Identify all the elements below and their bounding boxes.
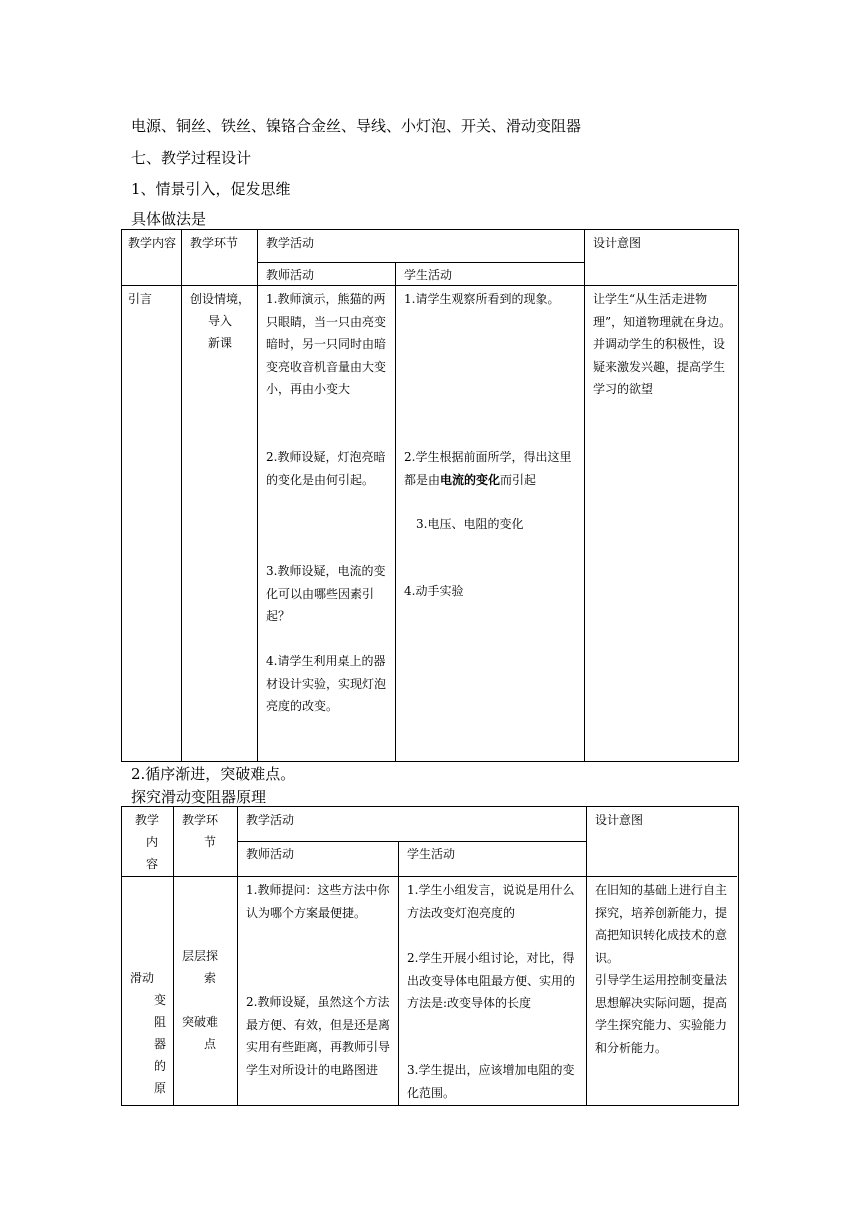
student-activity-3: 3.电压、电阻的变化: [416, 517, 524, 531]
student-activity-4: 4.动手实验: [404, 584, 464, 598]
student-activity-1: 1.请学生观察所看到的现象。: [404, 292, 560, 306]
teacher-activity-4: 4.请学生利用桌上的器材设计实验，实现灯泡亮度的改变。: [266, 654, 387, 713]
lesson-table-1: [121, 229, 739, 762]
t2-student-activity-2: 2.学生开展小组讨论，对比，得出改变导体电阻最方便、实用的方法是:改变导体的长度: [407, 951, 576, 1010]
header-teacher: 教师活动: [266, 268, 315, 282]
teacher-activity-2: 2.教师设疑，灯泡亮暗的变化是由何引起。: [266, 450, 386, 487]
t2-row-content: 滑动 变 阻 器 的 原: [130, 971, 167, 1095]
t2-header-activity: 教学活动: [246, 813, 295, 827]
t2-header-stage: 教学环 节: [182, 813, 219, 849]
student-activity-2: 2.学生根据前面所学，得出这里都是由电流的变化而引起: [404, 450, 572, 487]
step-heading: 1、情景引入，促发思维: [131, 180, 291, 198]
header-content: 教学内容: [128, 236, 177, 250]
t2-teacher-activity-2: 2.教师设疑，虽然这个方法最方便、有效，但是还是离实用有些距离，再教师引导学生对所设计的电路图进: [246, 995, 391, 1077]
materials-line: 电源、铜丝、铁丝、镍铬合金丝、导线、小灯泡、开关、滑动变阻器: [131, 117, 582, 135]
header-activity: 教学活动: [266, 236, 315, 250]
row-stage: 创设情境， 导入 新课: [189, 292, 250, 350]
t2-student-activity-3: 3.学生提出，应该增加电阻的变化范围。: [407, 1063, 575, 1100]
header-intent: 设计意图: [593, 236, 642, 250]
section2-title: 2.循序渐进，突破难点。: [131, 765, 296, 783]
t2-design-intent-1: 在旧知的基础上进行自主探究，培养创新能力，提高把知识转化成技术的意识。: [595, 883, 728, 965]
t2-header-content: 教学 内 容: [134, 813, 159, 871]
t2-header-student: 学生活动: [407, 847, 456, 861]
t2-design-intent-2: 引导学生运用控制变量法思想解决实际问题，提高学生探究能力、实验能力和分析能力。: [595, 973, 728, 1055]
t2-student-activity-1: 1.学生小组发言，说说是用什么方法改变灯泡亮度的: [407, 883, 575, 920]
method-label: 具体做法是: [131, 210, 207, 228]
t2-teacher-activity-1: 1.教师提问：这些方法中你认为哪个方案最便捷。: [246, 883, 390, 920]
header-stage: 教学环节: [190, 236, 239, 250]
t2-row-stage: 层层探 索 突破难 点: [182, 949, 219, 1051]
lesson-table-2: [121, 806, 739, 1106]
t2-header-intent: 设计意图: [595, 813, 644, 827]
header-student: 学生活动: [404, 268, 453, 282]
t2-header-teacher: 教师活动: [246, 847, 295, 861]
row-content: 引言: [128, 292, 153, 306]
teacher-activity-3: 3.教师设疑，电流的变化可以由哪些因素引起？: [266, 564, 386, 623]
design-intent: 让学生“从生活走进物理”，知道物理就在身边。并调动学生的积极性，设疑来激发兴趣，提高学生学习的欲望: [593, 292, 732, 396]
section2-subtitle: 探究滑动变阻器原理: [131, 788, 267, 806]
section-heading: 七、教学过程设计: [131, 149, 252, 167]
teacher-activity-1: 1.教师演示，熊猫的两只眼睛，当一只由亮变暗时，另一只同时由暗变亮收音机音量由大变小，再由小变大: [266, 292, 387, 396]
